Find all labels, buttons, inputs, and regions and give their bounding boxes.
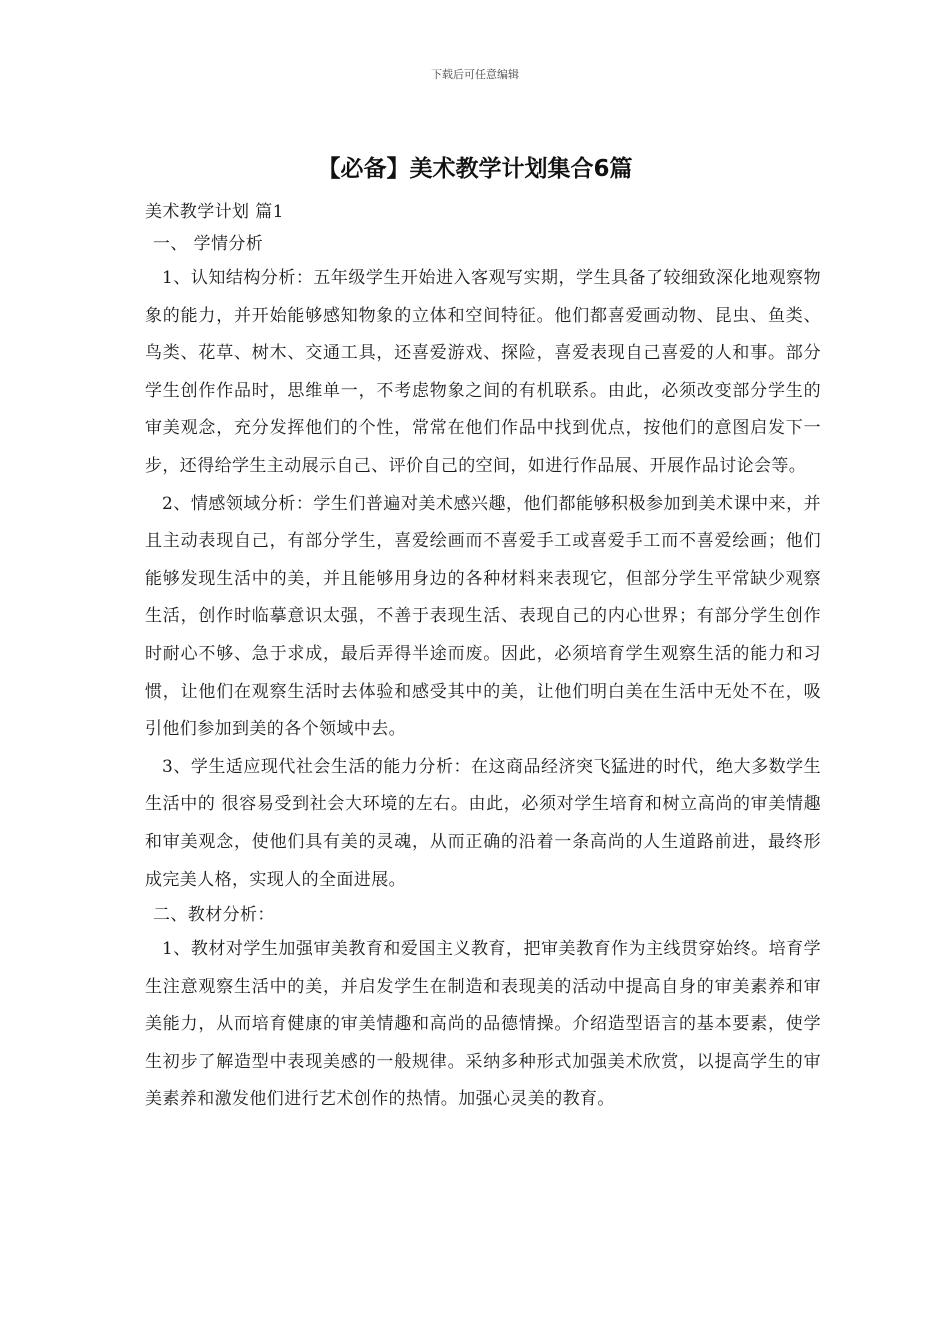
paragraph: 3、学生适应现代社会生活的能力分析：在这商品经济突飞猛进的时代，绝大多数学生生活中的 很容易受到社会大环境的左右。由此，必须对学生培育和树立高尚的审美情趣和审美观念，使他们具有美的灵魂，从而正确的沿着一条高尚的人生道路前进，最终形成完美人格，实现人的全面进展。 xyxy=(145,756,821,890)
document-body xyxy=(145,196,821,1119)
paragraph: 2、情感领域分析：学生们普遍对美术感兴趣，他们都能够积极参加到美术课中来，并且主动表现自己，有部分学生，喜爱绘画而不喜爱手工或喜爱手工而不喜爱绘画；他们能够发现生活中的美，并且能够用身边的各种材料来表现它，但部分学生平常缺少观察生活，创作时临摹意识太强，不善于表现生活、表现自己的内心世界；有部分学生创作时耐心不够、急于求成，最后弄得半途而废。因此，必须培育学生观察生活的能力和习惯，让他们在观察生活时去体验和感受其中的美，让他们明白美在生活中无处不在，吸引他们参加到美的各个领域中去。 xyxy=(145,493,821,740)
section-heading-2: 二、教材分析： xyxy=(153,905,275,926)
section-heading-1: 一、 学情分析 xyxy=(153,234,264,254)
paragraph: 1、认知结构分析：五年级学生开始进入客观写实期，学生具备了较细致深化地观察物象的能力，并开始能够感知物象的立体和空间特征。他们都喜爱画动物、昆虫、鱼类、鸟类、花草、树木、交通工具，还喜爱游戏、探险，喜爱表现自己喜爱的人和事。部分学生创作作品时，思维单一，不考虑物象之间的有机联系。由此，必须改变部分学生的审美观念，充分发挥他们的个性，常常在他们作品中找到优点，按他们的意图启发下一步，还得给学生主动展示自己、评价自己的空间，如进行作品展、开展作品讨论会等。 xyxy=(145,268,821,476)
header-note: 下载后可任意编辑 xyxy=(431,68,519,81)
paragraph: 1、教材对学生加强审美教育和爱国主义教育，把审美教育作为主线贯穿始终。培育学生注意观察生活中的美，并启发学生在制造和表现美的活动中提高自身的审美素养和审美能力，从而培育健康的审美情趣和高尚的品德情操。介绍造型语言的基本要素，使学生初步了解造型中表现美感的一般规律。采纳多种形式加强美术欣赏，以提高学生的审美素养和激发他们进行艺术创作的热情。加强心灵美的教育。 xyxy=(145,939,821,1110)
document-title: 【必备】美术教学计划集合6篇 xyxy=(317,156,633,182)
section-subtitle: 美术教学计划 篇1 xyxy=(145,202,284,222)
